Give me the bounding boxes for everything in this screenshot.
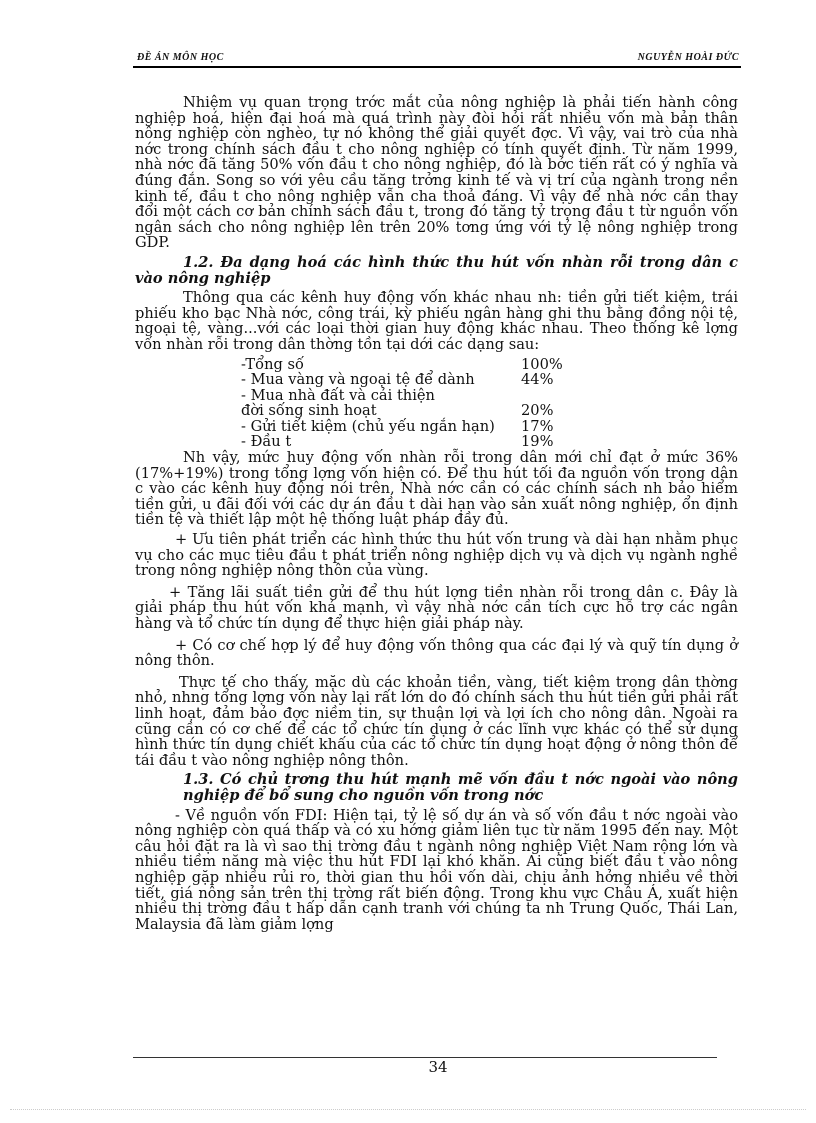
table-row	[241, 434, 601, 450]
row-value: 17%	[521, 417, 554, 435]
header-rule	[133, 66, 741, 68]
page-bottom-border	[10, 1109, 806, 1110]
paragraph-mobilization-level: Nh vậy, mức huy động vốn nhàn rỗi trong dân mới chỉ đạt ở mức 36% (17%+19%) trong tổng lợng vốn hiện có. Để thu hút tối đa nguồn vốn trong dân c vào các kênh huy động nói trên, Nhà nớc cần có các chính sách nh bảo hiểm tiền gửi, u đãi đối với các dự án đầu t dài hạn vào sản xuất nông nghiệp, ổn định tiền tệ và thiết lập một hệ thống luật pháp đầy đủ.	[135, 449, 738, 529]
row-label: - Mua vàng và ngoại tệ để dành	[241, 371, 475, 389]
table-row	[241, 372, 601, 388]
header-title: ĐỀ ÁN MÔN HỌC	[137, 52, 224, 63]
table-row	[241, 388, 601, 404]
row-value: 20%	[521, 402, 554, 420]
paragraph-interest-rate: + Tăng lãi suất tiền gửi để thu hút lợng tiền nhàn rỗi trong dân c. Đây là giải pháp thu hút vốn khá mạnh, vì vậy nhà nớc cần tích cực hỗ trợ các ngân hàng và tổ chức tín dụng để thực hiện giải pháp này.	[135, 583, 738, 632]
section-heading-1-2: 1.2. Đa dạng hoá các hình thức thu hút vốn nhàn rỗi trong dân c vào nông nghiệp	[135, 253, 738, 287]
row-label: - Đầu t	[241, 433, 292, 451]
paragraph-investment-policy: Nhiệm vụ quan trọng trớc mắt của nông nghiệp là phải tiến hành công nghiệp hoá, hiện đại hoá mà quá trình này đòi hỏi rất nhiều vốn mà bản thân nông nghiệp còn nghèo, tự nó không thể giải quyết đợc. Vì vậy, vai trò của nhà nớc trong chính sách đầu t cho nông nghiệp có tính quyết định. Từ năm 1999, nhà nớc đã tăng 50% vốn đầu t cho nông nghiệp, đó là bớc tiến rất có ý nghĩa và đúng đắn. Song so với yêu cầu tăng trởng kinh tế và vị trí của ngành trong nền kinh tế, đầu t cho nông nghiệp vẫn cha thoả đáng. Vì vậy để nhà nớc cần thay đổi một cách cơ bản chính sách đầu t, trong đó tăng tỷ trọng đầu t từ nguồn vốn ngân sách cho nông nghiệp lên trên 20% tơng ứng với tỷ lệ nông nghiệp trong GDP.	[135, 94, 738, 252]
paragraph-priority-longterm: + Ưu tiên phát triển các hình thức thu hút vốn trung và dài hạn nhằm phục vụ cho các mục tiêu đầu t phát triển nông nghiệp dịch vụ và dịch vụ ngành nghề trong nông nghiệp nông thôn của vùng.	[135, 531, 738, 580]
row-value: 44%	[521, 371, 554, 389]
section-heading-1-3: 1.3. Có chủ trơng thu hút mạnh mẽ vốn đầu t nớc ngoài vào nông nghiệp để bổ sung cho nguồn vốn trong nớc	[183, 771, 738, 804]
paragraph-reality: Thực tế cho thấy, mặc dù các khoản tiền, vàng, tiết kiệm trong dân thờng nhỏ, nhng tổng lợng vốn này lại rất lớn do đó chính sách thu hút tiền gửi phải rất linh hoạt, đảm bảo đợc niềm tin, sự thuận lợi và lợi ích cho nông dân. Ngoài ra cũng cần có cơ chế để các tổ chức tín dụng ở các lĩnh vực khác có thể sử dụng hình thức tín dụng chiết khấu của các tổ chức tín dụng hoạt động ở nông thôn để tái đầu t vào nông nghiệp nông thôn.	[135, 673, 738, 769]
savings-distribution-table	[241, 357, 601, 451]
table-row	[241, 357, 601, 373]
row-label: - Gửi tiết kiệm (chủ yếu ngắn hạn)	[241, 417, 495, 435]
header-author: NGUYỄN HOÀI ĐỨC	[637, 52, 739, 63]
row-value: 100%	[521, 355, 563, 373]
running-header	[133, 52, 741, 66]
paragraph-credit-funds: + Có cơ chế hợp lý để huy động vốn thông qua các đại lý và quỹ tín dụng ở nông thôn.	[135, 636, 738, 670]
table-row	[241, 419, 601, 435]
paragraph-fdi: - Về nguồn vốn FDI: Hiện tại, tỷ lệ số dự án và số vốn đầu t nớc ngoài vào nông nghiệp còn quá thấp và có xu hớng giảm liên tục từ năm 1995 đến nay. Một câu hỏi đặt ra là vì sao thị trờng đầu t ngành nông nghiệp Việt Nam rộng lớn và nhiều tiềm năng mà việc thu hút FDI lại khó khăn. Ai cũng biết đầu t vào nông nghiệp gặp nhiều rủi ro, thời gian thu hồi vốn dài, chịu ảnh hởng nhiều về thời tiết, giá nông sản trên thị trờng rất biến động. Trong khu vực Châu Á, xuất hiện nhiều thị trờng đầu t hấp dẫn cạnh tranh với chúng ta nh Trung Quốc, Thái Lan, Malaysia đã làm giảm lợng	[135, 806, 738, 933]
table-row	[241, 403, 601, 419]
row-value	[521, 388, 601, 404]
row-value: 19%	[521, 433, 554, 451]
row-label: đời sống sinh hoạt	[241, 402, 377, 420]
paragraph-capital-channels: Thông qua các kênh huy động vốn khác nhau nh: tiền gửi tiết kiệm, trái phiếu kho bạc Nhà nớc, công trái, kỳ phiếu ngân hàng ghi thu bằng đồng nội tệ, ngoại tệ, vàng...với các loại thời gian huy động khác nhau. Theo thống kê lợng vốn nhàn rỗi trong dân thờng tồn tại dới các dạng sau:	[135, 289, 738, 353]
body-text	[135, 95, 738, 936]
page-number: 34	[428, 1058, 448, 1076]
row-label: - Mua nhà đất và cải thiện	[241, 386, 435, 404]
row-label: -Tổng số	[241, 355, 304, 373]
